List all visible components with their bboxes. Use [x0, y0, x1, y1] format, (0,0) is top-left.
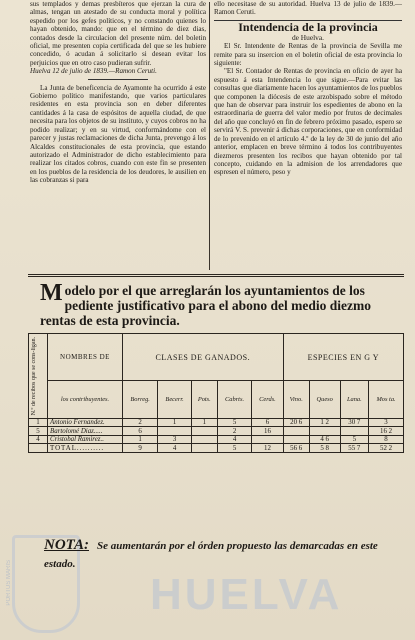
section-rule — [28, 274, 404, 275]
row-value — [309, 427, 340, 436]
row-value: 4 — [217, 435, 252, 444]
right-para-2: El Sr. Intendente de Rentas de la provincia de Sevilla me remite para su insercion en el boletin oficial de esta provincia lo siguiente: — [214, 42, 402, 68]
col-header: Cabrts. — [217, 381, 252, 419]
total-value: 5 — [217, 444, 252, 453]
total-value: 4 — [158, 444, 192, 453]
col-header: Lana. — [340, 381, 368, 419]
name-header-bottom: los contribuyentes. — [48, 381, 123, 419]
modelo-title — [40, 280, 404, 328]
total-value: 52 2 — [369, 444, 404, 453]
row-name: Bartolomé Diaz..... — [48, 427, 123, 436]
table-row — [29, 435, 404, 444]
table-row — [29, 427, 404, 436]
row-value: 1 — [191, 418, 217, 427]
row-value — [340, 427, 368, 436]
col-header: Mos ta. — [369, 381, 404, 419]
section-rule — [28, 276, 404, 277]
row-value — [191, 435, 217, 444]
col-header: Pots. — [191, 381, 217, 419]
row-value — [191, 427, 217, 436]
nota-text: Se aumentarán por el órden propuesto las demarcadas en este estado. — [44, 540, 378, 570]
total-row — [29, 444, 404, 453]
row-value: 1 — [158, 418, 192, 427]
row-value: 16 — [252, 427, 283, 436]
total-value: 56 6 — [283, 444, 309, 453]
row-value: 2 — [217, 427, 252, 436]
col-header: Cerds. — [252, 381, 283, 419]
total-value: 12 — [252, 444, 283, 453]
left-signature: Huelva 12 de julio de 1839.—Ramon Ceruti. — [30, 67, 157, 76]
column-divider — [209, 2, 210, 270]
row-value: 3 — [369, 418, 404, 427]
row-value: 1 2 — [309, 418, 340, 427]
left-para-2: La Junta de beneficencia de Ayamonte ha ocurrido á este Gobierno político manifestando, que varios particulares residentes en esta provincia son en deber diferentes cantidades á la casa de espósitos de aquella ciudad, de que necesita para los objetos de su instituto, y cuyos cobros no ha podido realizar; y en su virtud, conformándome con el parecer y justas reclamaciones de dicha Junta, prevengo á los Alcaldes constitucionales de esta provincia, que estando autorizado el Administrador de dicho establecimiento para realizar los citados cobros, cuando con este fin se presenten en los pueblos de la residencia de los deudores, le ausilien en las cobranzas si para — [30, 83, 206, 185]
col-header: Becerr. — [158, 381, 192, 419]
name-header-top: NOMBRES DE — [48, 334, 123, 381]
row-value: 6 — [252, 418, 283, 427]
row-value: 3 — [158, 435, 192, 444]
modelo-text: odelo por el que arreglarán los ayuntamientos de los pediente justificativo para el abono del medio diezmo rentas de esta provincia. — [40, 283, 372, 328]
total-value: 9 — [123, 444, 158, 453]
row-value: 8 — [369, 435, 404, 444]
row-value: 30 7 — [340, 418, 368, 427]
row-name: Cristobal Ramirez.. — [48, 435, 123, 444]
row-number: 5 — [29, 427, 48, 436]
total-value — [191, 444, 217, 453]
section-subheading: de Huelva. — [291, 32, 324, 42]
receipts-header-cell — [29, 334, 48, 419]
library-stamp-watermark: HUELVA — [150, 570, 343, 619]
total-empty-cell — [29, 444, 48, 453]
right-column — [214, 0, 402, 177]
model-form-table — [28, 333, 404, 453]
right-para-3: "El Sr. Contador de Rentas de provincia en oficio de ayer ha espuesto á esta Intendencia lo que sigue.—Para evitar las consultas que diariamente hacen los ayuntamientos de los pueblos que componen la diócesis de este arzobispado sobre el método que han de observar para instruir los espedientes de abono en la estraordinaria de guerra del valor medio por frutos de decimales del año que concluyó en fin de febrero próximo pasado, espero se servirá V. S. prevenir á dichas corporaciones, que en conformidad de lo prevenido en el artículo 4.º de la ley de 30 de junio del año anterior, emplacen en breve término á todos los contribuyentes diezmeros presenten los recibos que hayan obtenido por tal concepto, cuidando en la admision de los arrendadores que espresen el número, peso y — [214, 67, 402, 177]
row-value: 5 — [340, 435, 368, 444]
left-para-1: sus templados y demas presbíteros que ejerzan la cura de almas, tengan un atestado de su conducta moral y política espedido por los gefes políticos, y no constando quienes lo hayan obtenido, mando: que en el término de diez dias, contados desde la circulacion del presente núm. del boletin oficial, me presenten copia certificada del que se les hubiere concedido, ó acudan á solicitarlo si desean evitar los perjuicios que en otro caso pudieran sufrir. — [30, 0, 206, 67]
row-value — [252, 435, 283, 444]
section-heading: Intendencia de la provincia — [238, 19, 378, 34]
row-value — [158, 427, 192, 436]
row-name: Antonio Fernandez. — [48, 418, 123, 427]
row-value: 2 — [123, 418, 158, 427]
modelo-dropcap: M — [40, 280, 63, 306]
receipts-header: N.º de recibos que se cons-ligan. — [31, 336, 37, 416]
nota-label: NOTA: — [44, 537, 89, 553]
col-header: Queso — [309, 381, 340, 419]
row-number: 4 — [29, 435, 48, 444]
table-row — [29, 418, 404, 427]
nota-block — [44, 536, 404, 573]
species-group-header: ESPECIES EN G Y — [283, 334, 403, 381]
col-header: Borreg. — [123, 381, 158, 419]
right-para-1: ello necesitase de su autoridad. Huelva 13 de julio de 1839.—Ramon Ceruti. — [214, 0, 402, 17]
total-value: 55 7 — [340, 444, 368, 453]
left-column — [30, 0, 206, 185]
row-value — [283, 427, 309, 436]
row-value: 5 — [217, 418, 252, 427]
livestock-group-header: CLASES DE GANADOS. — [123, 334, 284, 381]
row-number: 1 — [29, 418, 48, 427]
row-value — [283, 435, 309, 444]
row-value: 16 2 — [369, 427, 404, 436]
row-value: 6 — [123, 427, 158, 436]
total-label: TOTAL.......... — [48, 444, 123, 453]
library-stamp-side-text: PORTUS MARIS — [6, 560, 12, 606]
col-header: Vino. — [283, 381, 309, 419]
row-value: 20 6 — [283, 418, 309, 427]
separator-rule — [88, 79, 148, 80]
row-value: 4 6 — [309, 435, 340, 444]
total-value: 5 8 — [309, 444, 340, 453]
row-value: 1 — [123, 435, 158, 444]
